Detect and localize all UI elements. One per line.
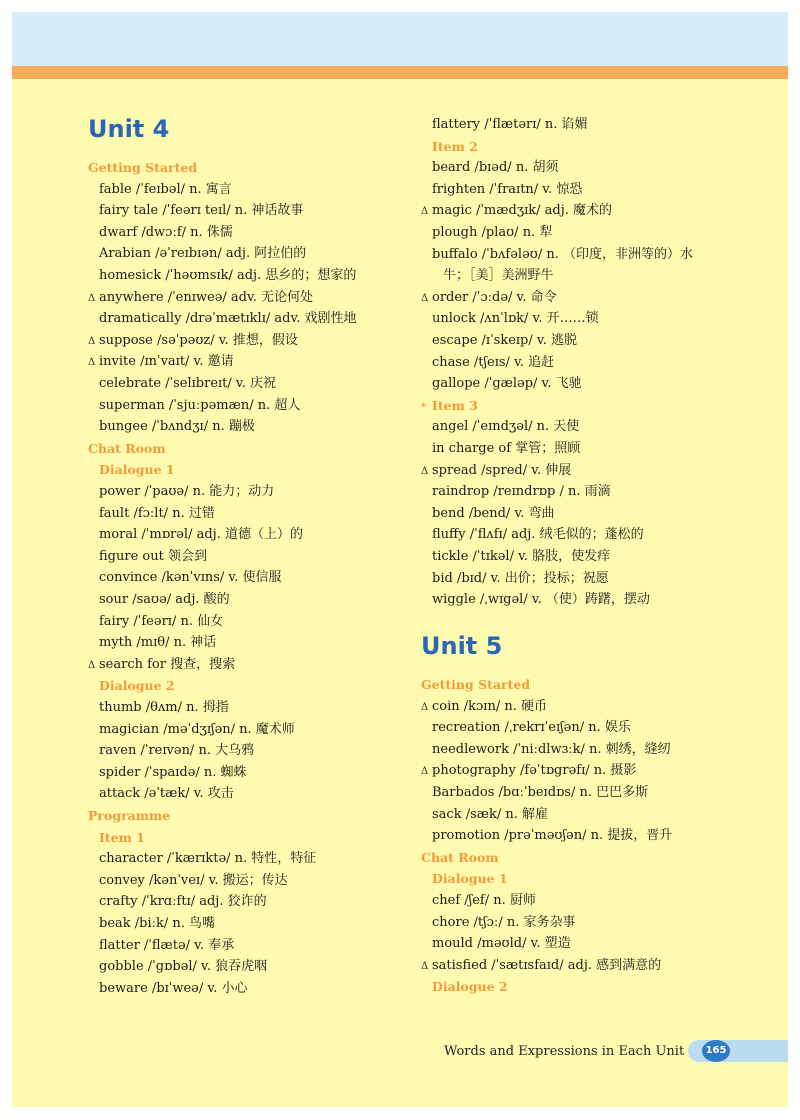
word-entry (88, 763, 247, 783)
word-entry (88, 849, 316, 869)
entry-text: promotion /prəˈməʊʃən/ n. 提拔，晋升 (432, 828, 673, 844)
entry-text: suppose /səˈpəʊz/ v. 推想，假设 (99, 332, 298, 348)
entry-text: Getting Started (88, 160, 198, 175)
entry-text: chef /ʃef/ n. 厨师 (432, 893, 536, 908)
word-entry (88, 201, 303, 221)
page (12, 12, 788, 1107)
word-entry (88, 244, 306, 264)
word-entry (421, 761, 636, 781)
entry-text: thumb /θʌm/ n. 拇指 (99, 700, 229, 715)
word-entry (421, 331, 577, 351)
word-entry (88, 352, 234, 372)
word-entry (88, 525, 303, 545)
entry-text: angel /ˈeɪndʒəl/ n. 天使 (432, 419, 580, 435)
entry-text: figure out 领会到 (99, 548, 207, 564)
entry-text: Dialogue 2 (432, 979, 508, 995)
word-entry (88, 698, 229, 718)
entry-text: power /ˈpaʊə/ n. 能力；动力 (99, 484, 275, 499)
word-entry (88, 504, 215, 524)
word-entry (421, 740, 671, 760)
entry-text: anywhere /ˈenɪweə/ adv. 无论何处 (99, 289, 314, 305)
word-entry (421, 288, 557, 308)
word-entry (88, 741, 254, 761)
entry-text: sour /saʊə/ adj. 酸的 (99, 592, 230, 607)
entry-text: mould /məʊld/ v. 塑造 (432, 936, 571, 952)
delta-marker-icon: Δ (421, 465, 429, 477)
entry-text: Chat Room (88, 440, 166, 456)
word-entry (88, 914, 215, 934)
entry-text: fairy /ˈfeərɪ/ n. 仙女 (99, 613, 224, 629)
word-entry (421, 934, 571, 954)
entry-text: recreation /ˌrekrɪˈeɪʃən/ n. 娱乐 (432, 720, 631, 736)
word-entry (421, 805, 548, 825)
entry-text: flatter /ˈflætə/ v. 奉承 (99, 937, 235, 953)
subsection-heading (421, 977, 508, 997)
word-entry (88, 568, 281, 588)
word-entry (88, 417, 255, 437)
word-entry (421, 525, 644, 545)
word-entry (88, 547, 207, 567)
entry-text: bend /bend/ v. 弯曲 (432, 505, 555, 521)
delta-marker-icon: Δ (88, 292, 96, 304)
entry-text: gallope /ˈgæləp/ v. 飞驰 (432, 376, 582, 392)
entry-text: Arabian /əˈreɪbɪən/ adj. 阿拉伯的 (99, 246, 307, 262)
entry-text: superman /ˈsjuːpəmæn/ n. 超人 (99, 397, 301, 413)
entry-text: fairy tale /ˈfeərɪ teɪl/ n. 神话故事 (99, 203, 304, 219)
asterisk-marker-icon: * (421, 401, 427, 413)
subsection-heading (421, 396, 478, 416)
subsection-heading (88, 676, 175, 696)
entry-text: Dialogue 1 (99, 462, 175, 478)
word-entry (88, 633, 216, 653)
entry-text: raven /ˈreɪvən/ n. 大乌鸦 (99, 743, 255, 759)
word-entry (421, 201, 612, 221)
entry-text: Programme (88, 808, 171, 823)
entry-text: chore /tʃɔː/ n. 家务杂事 (432, 914, 576, 930)
word-entry (421, 718, 631, 738)
word-entry (88, 720, 295, 740)
entry-text: flattery /ˈflætərɪ/ n. 谄媚 (432, 117, 588, 132)
entry-text: spread /spred/ v. 伸展 (432, 462, 572, 478)
word-entry (88, 871, 288, 891)
word-entry (88, 655, 235, 675)
entry-text: attack /əˈtæk/ v. 攻击 (99, 786, 234, 802)
word-entry (421, 569, 609, 589)
word-entry (421, 439, 580, 459)
header-band (12, 12, 788, 66)
entry-text: myth /mɪθ/ n. 神话 (99, 635, 217, 651)
entry-text: Item 3 (432, 397, 478, 413)
word-entry (88, 936, 234, 956)
entry-text: wiggle /ˌwɪgəl/ v. （使）踌躇，摆动 (432, 592, 650, 608)
section-heading (421, 675, 530, 695)
delta-marker-icon: Δ (421, 960, 429, 972)
subsection-heading (421, 869, 508, 889)
word-entry (421, 245, 693, 265)
delta-marker-icon: Δ (88, 659, 96, 671)
entry-text: beard /bɪəd/ n. 胡须 (432, 160, 559, 176)
unit-title: Unit 5 (421, 632, 503, 660)
entry-text: plough /plaʊ/ n. 犁 (432, 225, 553, 240)
word-entry (421, 956, 661, 976)
section-heading (421, 848, 499, 868)
subsection-heading (88, 828, 145, 848)
entry-text: convince /kənˈvɪns/ v. 使信服 (99, 570, 282, 586)
page-number: 165 (702, 1040, 730, 1062)
entry-text: order /ˈɔːdə/ v. 命令 (432, 289, 557, 305)
word-entry (421, 590, 650, 610)
entry-text: search for 搜查，搜索 (99, 656, 236, 672)
entry-text: buffalo /ˈbʌfələʊ/ n. （印度，非洲等的）水 (432, 246, 693, 262)
entry-text: photography /fəˈtɒgrəfɪ/ n. 摄影 (432, 763, 637, 779)
word-entry (421, 482, 611, 502)
entry-text: beak /biːk/ n. 鸟嘴 (99, 916, 216, 931)
entry-text: beware /bɪˈweə/ v. 小心 (99, 980, 248, 996)
entry-text: Item 2 (432, 138, 478, 154)
delta-marker-icon: Δ (421, 292, 429, 304)
entry-text: Dialogue 2 (99, 678, 175, 694)
word-entry (88, 288, 313, 308)
word-entry (88, 266, 356, 286)
subsection-heading (421, 137, 478, 157)
delta-marker-icon: Δ (421, 701, 429, 713)
delta-marker-icon: Δ (88, 357, 96, 369)
delta-marker-icon: Δ (421, 766, 429, 778)
header-stripe (12, 66, 788, 79)
word-entry (88, 482, 274, 502)
word-entry (421, 417, 579, 437)
word-entry (421, 180, 582, 200)
word-entry (421, 309, 599, 329)
unit-title: Unit 4 (88, 115, 170, 143)
word-entry (88, 957, 267, 977)
word-entry (88, 979, 247, 999)
word-entry (421, 353, 554, 373)
word-entry (421, 891, 536, 911)
entry-text: frighten /ˈfraɪtn/ v. 惊恐 (432, 181, 583, 197)
word-entry (88, 223, 233, 243)
word-entry (88, 374, 276, 394)
entry-text: magician /məˈdʒɪʃən/ n. 魔术师 (99, 721, 295, 737)
entry-text: fable /ˈfeɪbəl/ n. 寓言 (99, 181, 232, 197)
entry-text: chase /tʃeɪs/ v. 追赶 (432, 354, 555, 370)
entry-text: coin /kɔɪn/ n. 硬币 (432, 698, 547, 714)
entry-text: in charge of 掌管；照顾 (432, 441, 581, 456)
entry-text: satisfied /ˈsætɪsfaɪd/ adj. 感到满意的 (432, 957, 662, 973)
word-entry (421, 158, 558, 178)
entry-text: raindrop /reɪndrɒp / n. 雨滴 (432, 484, 611, 500)
word-entry (88, 396, 300, 416)
word-entry (421, 115, 588, 135)
word-entry (421, 913, 575, 933)
entry-text: Dialogue 1 (432, 871, 508, 887)
word-entry-continued (421, 266, 554, 286)
word-entry (421, 547, 610, 567)
word-entry (421, 374, 582, 394)
word-entry (421, 826, 672, 846)
word-entry (88, 784, 234, 804)
entry-text: Getting Started (421, 677, 531, 692)
entry-text: moral /ˈmɒrəl/ adj. 道德（上）的 (99, 527, 303, 543)
entry-text: homesick /ˈhəʊmsɪk/ adj. 思乡的；想家的 (99, 268, 357, 283)
entry-text: escape /ɪˈskeɪp/ v. 逃脱 (432, 333, 577, 348)
entry-text: tickle /ˈtɪkəl/ v. 胳肢，使发痒 (432, 549, 611, 564)
entry-text: convey /kənˈveɪ/ v. 搬运；传达 (99, 872, 288, 888)
entry-text: magic /ˈmædʒɪk/ adj. 魔术的 (432, 203, 613, 219)
entry-text: crafty /ˈkrɑːftɪ/ adj. 狡诈的 (99, 894, 267, 910)
delta-marker-icon: Δ (88, 335, 96, 347)
word-entry (421, 461, 571, 481)
section-heading (88, 158, 197, 178)
section-heading (88, 439, 166, 459)
entry-text: bungee /ˈbʌndʒɪ/ n. 蹦极 (99, 419, 255, 435)
entry-text: fault /fɔːlt/ n. 过错 (99, 505, 215, 521)
word-entry (421, 504, 555, 524)
word-entry (88, 180, 232, 200)
word-entry (88, 590, 230, 610)
entry-text: sack /sæk/ n. 解雇 (432, 806, 549, 822)
delta-marker-icon: Δ (421, 206, 429, 218)
entry-text: 牛；［美］美洲野牛 (443, 268, 554, 284)
word-entry (421, 223, 552, 243)
entry-text: unlock /ʌnˈlɒk/ v. 开……锁 (432, 311, 599, 327)
word-entry (88, 892, 267, 912)
entry-text: needlework /ˈniːdlwɜːk/ n. 刺绣，缝纫 (432, 741, 671, 757)
entry-text: fluffy /ˈflʌfɪ/ adj. 绒毛似的；蓬松的 (432, 527, 644, 543)
word-entry (88, 612, 223, 632)
word-entry (88, 331, 298, 351)
word-entry (421, 697, 547, 717)
entry-text: Barbados /bɑːˈbeɪdɒs/ n. 巴巴多斯 (432, 785, 649, 800)
word-entry (88, 309, 357, 329)
subsection-heading (88, 460, 175, 480)
entry-text: invite /ɪnˈvaɪt/ v. 邀请 (99, 354, 234, 370)
entry-text: spider /ˈspaɪdə/ n. 蜘蛛 (99, 764, 247, 780)
entry-text: celebrate /ˈselɪbreɪt/ v. 庆祝 (99, 376, 276, 391)
word-entry (421, 783, 648, 803)
entry-text: gobble /ˈgɒbəl/ v. 狼吞虎咽 (99, 959, 268, 975)
section-heading (88, 806, 170, 826)
entry-text: Item 1 (99, 829, 145, 845)
entry-text: bid /bɪd/ v. 出价；投标；祝愿 (432, 570, 609, 586)
entry-text: dwarf /dwɔːf/ n. 侏儒 (99, 224, 233, 240)
footer-title: Words and Expressions in Each Unit (444, 1044, 685, 1059)
entry-text: Chat Room (421, 849, 499, 865)
entry-text: dramatically /drəˈmætɪklɪ/ adv. 戏剧性地 (99, 311, 357, 327)
entry-text: character /ˈkærɪktə/ n. 特性，特征 (99, 851, 317, 867)
